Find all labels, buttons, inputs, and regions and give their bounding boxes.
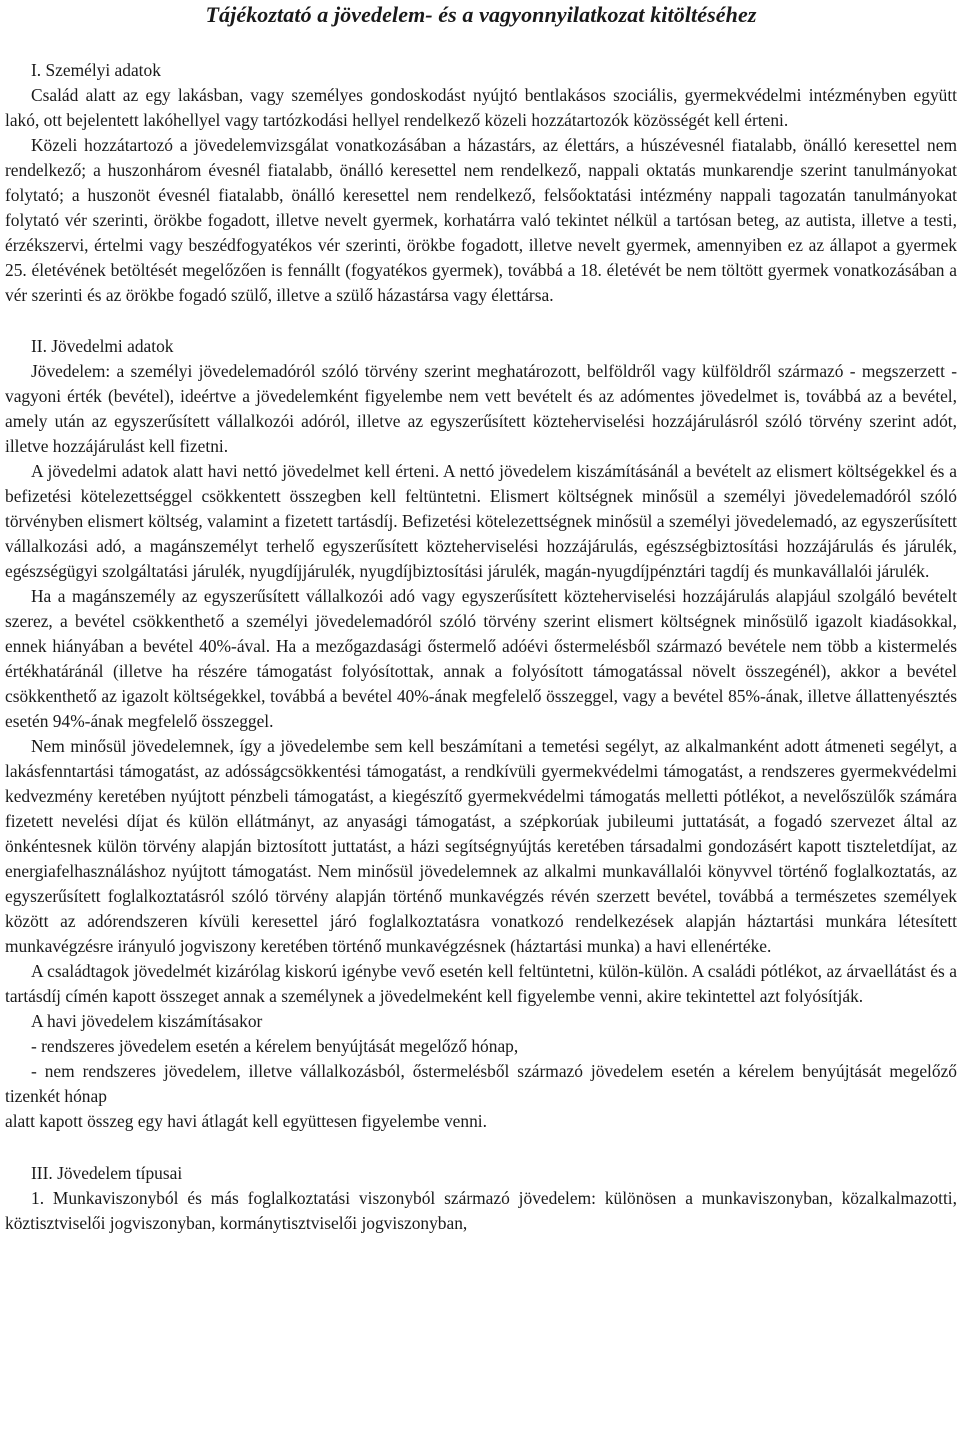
section-income-types: [5, 1186, 957, 1236]
monthly-income-intro: A havi jövedelem kiszámításakor: [31, 1011, 263, 1031]
paragraph-non-income: Nem minősül jövedelemnek, így a jövedelembe sem kell beszámítani a temetési segélyt, az alkalmanként adott átmeneti segélyt, a lakásfenntartási támogatást, az adósságcsökkentési támogatást, a rendkívüli gyermekvédelmi támogatást, a rendszeres gyermekvédelmi kedvezmény keretében nyújtott pénzbeli támogatást, a kiegészítő gyermekvédelmi támogatás melletti pótlékot, a nevelőszülők számára fizetett nevelési díjat és külön ellátmányt, az anyasági támogatást, a szépkorúak jubileumi juttatását, a fogadó szervezet által az önkéntesnek külön törvény alapján biztosított juttatást, a házi segítségnyújtás keretében társadalmi gondozásért kapott tiszteletdíjat, az energiafelhasználáshoz nyújtott támogatást. Nem minősül jövedelemnek az alkalmi munkavállalói könyvvel történő foglalkoztatás, az egyszerűsített foglalkoztatásról szóló törvény alapján történő munkavégzés révén szerzett bevétel, továbbá a természetes személyek között az adórendszeren kívüli keresettel járó foglalkoztatásra vonatkozó rendelkezések alapján háztartási munkára létesített munkavégzésre irányuló jogviszony keretében történő munkavégzésnek (háztartási munka) a havi ellenértéke.: [5, 736, 957, 956]
section-income: [5, 359, 957, 1134]
paragraph-relatives-definition: Közeli hozzátartozó a jövedelemvizsgálat vonatkozásában a házastárs, az élettárs, a húszévesnél fiatalabb, önálló keresettel nem rendelkező; a huszonhárom évesnél fiatalabb, önálló keresettel nem rendelkező, nappali oktatás munkarendje szerint tanulmányokat folytató; a huszonöt évesnél fiatalabb, önálló keresettel nem rendelkező, felsőoktatási intézmény nappali tagozatán tanulmányokat folytató vér szerinti, örökbe fogadott, illetve nevelt gyermek, korhatárra való tekintet nélkül a tartósan beteg, az autista, illetve a testi, érzékszervi, értelmi vagy beszédfogyatékos vér szerinti, örökbe fogadott, illetve nevelt gyermek, amennyiben ez az állapot a gyermek 25. életévének betöltését megelőzően is fennállt (fogyatékos gyermek), továbbá a 18. életévét be nem töltött gyermek vonatkozásában a vér szerinti és az örökbe fogadó szülő, illetve a szülő házastársa vagy élettársa.: [5, 135, 957, 305]
spacer: [5, 1134, 957, 1161]
list-item-irregular-income: - nem rendszeres jövedelem, illetve vállalkozásból, őstermelésből származó jövedelem esetén a kérelem benyújtását megelőző tizenkét hónap: [5, 1061, 957, 1106]
section-heading-income: II. Jövedelmi adatok: [31, 336, 174, 356]
paragraph-income-definition: Jövedelem: a személyi jövedelemadóról szóló törvény szerint meghatározott, belföldről vagy külföldről származó - megszerzett - vagyoni érték (bevétel), ideértve a jövedelemként figyelembe nem vett bevételt és az adómentes jövedelmet is, továbbá az a bevétel, amely után az egyszerűsített vállalkozói adóról, illetve az egyszerűsített közteherviselési hozzájárulásról szóló törvény szerint adót, illetve hozzájárulást kell fizetni.: [5, 361, 957, 456]
paragraph-employment-income: 1. Munkaviszonyból és más foglalkoztatási viszonyból származó jövedelem: különösen a munkaviszonyban, közalkalmazotti, köztisztviselői jogviszonyban, kormánytisztviselői jogviszonyban,: [5, 1188, 957, 1233]
paragraph-entrepreneur-income: Ha a magánszemély az egyszerűsített vállalkozói adó vagy egyszerűsített közteherviselési hozzájárulás alapjául szolgáló bevételt szerez, a bevétel csökkenthető a személyi jövedelemadóról szóló törvény szerint elismert költségnek minősülő igazolt kiadásokkal, ennek hiányában a bevétel 40%-ával. Ha a mezőgazdasági őstermelő adóévi őstermelésből származó bevétele nem több a kistermelés értékhatáránál (illetve ha részére támogatást folyósítottak, annak a folyósított támogatással növelt összegénél), akkor a bevétel csökkenthető az igazolt költségekkel, továbbá a bevétel 40%-ának megfelelő összeggel, vagy a bevétel 85%-ának, illetve állattenyésztés esetén 94%-ának megfelelő összeggel.: [5, 586, 957, 731]
document-page: [5, 0, 957, 1236]
paragraph-net-income: A jövedelmi adatok alatt havi nettó jövedelmet kell érteni. A nettó jövedelem kiszámításánál a bevételt az elismert költségekkel és a befizetési kötelezettséggel csökkentett összegben kell feltüntetni. Elismert költségnek minősül a személyi jövedelemadóról szóló törvényben elismert költség, valamint a fizetett tartásdíj. Befizetési kötelezettségnek minősül a személyi jövedelemadó, az egyszerűsített vállalkozási adó, a magánszemélyt terhelő egyszerűsített közteherviselési hozzájárulás, egészségbiztosítási hozzájárulás és járulék, egészségügyi szolgáltatási járulék, nyugdíjjárulék, nyugdíjbiztosítási járulék, magán-nyugdíjpénztári tagdíj és munkavállalói járulék.: [5, 461, 957, 581]
spacer: [5, 308, 957, 334]
paragraph-family-definition: Család alatt az egy lakásban, vagy személyes gondoskodást nyújtó bentlakásos szociális, gyermekvédelmi intézményben együtt lakó, ott bejelentett lakóhellyel vagy tartózkodási hellyel rendelkező közeli hozzátartozók közösségét kell érteni.: [5, 85, 957, 130]
monthly-average-note: alatt kapott összeg egy havi átlagát kell együttesen figyelembe venni.: [5, 1111, 487, 1131]
document-title: Tájékoztató a jövedelem- és a vagyonnyilatkozat kitöltéséhez: [205, 2, 757, 27]
section-heading-income-types: III. Jövedelem típusai: [31, 1163, 183, 1183]
spacer: [5, 32, 957, 58]
paragraph-family-members-income: A családtagok jövedelmét kizárólag kiskorú igénybe vevő esetén kell feltüntetni, külön-külön. A családi pótlékot, az árvaellátást és a tartásdíj címén kapott összeget annak a személynek a jövedelmeként kell figyelembe venni, akire tekintettel azt folyósítják.: [5, 961, 957, 1006]
section-heading-personal: I. Személyi adatok: [31, 60, 161, 80]
list-item-regular-income: - rendszeres jövedelem esetén a kérelem benyújtását megelőző hónap,: [31, 1036, 519, 1056]
section-personal: [5, 83, 957, 308]
